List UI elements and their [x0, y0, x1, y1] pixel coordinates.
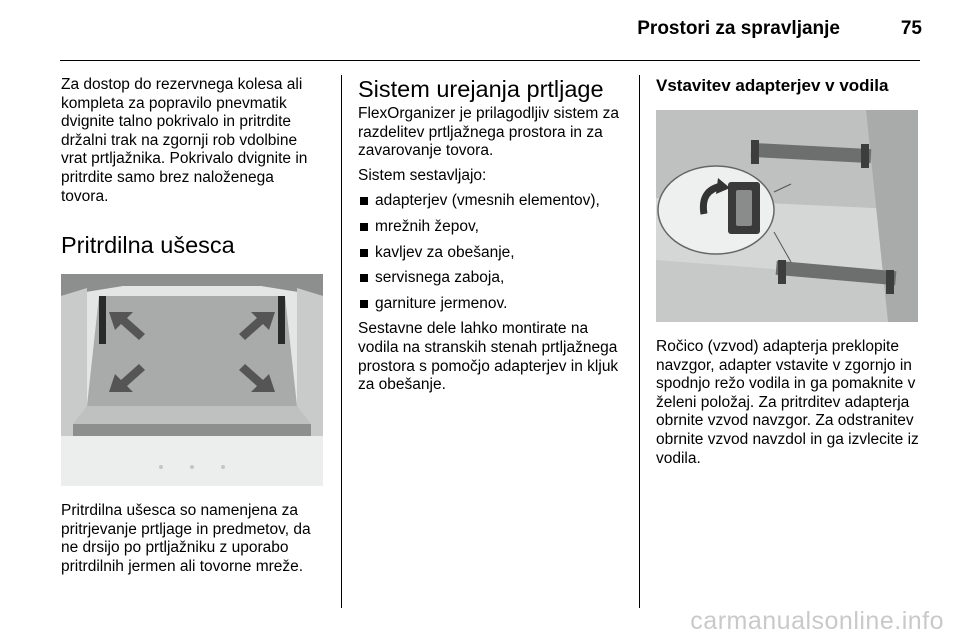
lashing-eyes-heading: Pritrdilna ušesca [61, 232, 235, 259]
column-1 [61, 76, 325, 577]
luggage-system-heading: Sistem urejanja prtljage [358, 76, 604, 102]
list-item: servisnega zaboja, [358, 269, 630, 288]
components-intro: Sistem sestavljajo: [358, 166, 487, 184]
column-3 [656, 76, 922, 468]
header-rule [60, 60, 920, 61]
lashing-eyes-caption: Pritrdilna ušesca so namenjena za pritrjevanje prtljage in predmetov, da ne drsijo po prtljažniku z uporabo pritrdilnih jermen ali tovorne mreže. [61, 502, 311, 575]
page-number: 75 [900, 18, 922, 39]
column-2 [358, 76, 630, 395]
adapter-rail-figure [656, 110, 918, 322]
components-list [358, 192, 630, 313]
spare-wheel-paragraph: Za dostop do rezervnega kolesa ali kompleta za popravilo pnevmatik dvignite talno pokrivalo in pritrdite držalni trak na zgornji rob vdolbine vrat prtljažnika. Pokrivalo dvignite in pritrdite samo brez naloženega tovora. [61, 76, 308, 205]
column-divider-1 [341, 75, 342, 608]
adapter-caption: Ročico (vzvod) adapterja preklopite navzgor, adapter vstavite v zgornjo in spodnjo režo vodila in ga pomaknite v želeni položaj. Za pritrditev adapterja obrnite vzvod navzgor. Za odstranitev obrnite vzvod navzdol in ga izvlecite iz vodila. [656, 338, 919, 467]
trunk-lashing-eyes-figure [61, 274, 323, 486]
mounting-paragraph: Sestavne dele lahko montirate na vodila na stranskih stenah prtljažnega prostora s pomočjo adapterjev in kljuk za obešanje. [358, 320, 619, 394]
column-divider-2 [639, 75, 640, 608]
header-title: Prostori za spravljanje [637, 18, 840, 39]
list-item: kavljev za obešanje, [358, 244, 630, 263]
flexorganizer-paragraph: FlexOrganizer je prilagodljiv sistem za razdelitev prtljažnega prostora in za zavarovanje tovora. [358, 105, 620, 160]
adapter-insertion-heading: Vstavitev adapterjev v vodila [656, 76, 889, 95]
list-item: mrežnih žepov, [358, 218, 630, 237]
list-item: garniture jermenov. [358, 295, 630, 314]
watermark: carmanualsonline.info [690, 607, 944, 635]
list-item: adapterjev (vmesnih elementov), [358, 192, 630, 211]
